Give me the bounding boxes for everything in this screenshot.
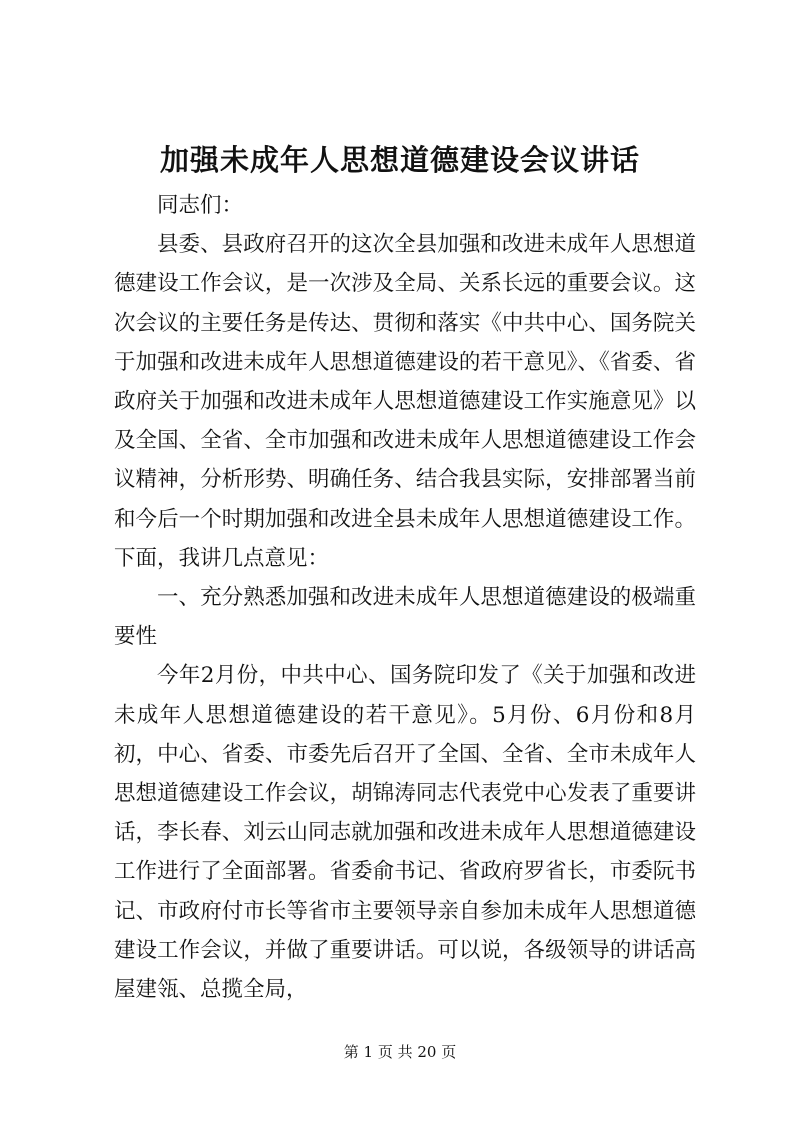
paragraph-section-1: 今年2月份，中共中心、国务院印发了《关于加强和改进未成年人思想道德建设的若干意见》。5月份、6月份和8月初，中心、省委、市委先后召开了全国、全省、全市未成年人思想道德建设工作会议，胡锦涛同志代表党中心发表了重要讲话，李长春、刘云山同志就加强和改进未成年人思想道德建设工作进行了全面部署。省委俞书记、省政府罗省长，市委阮书记、市政府付市长等省市主要领导亲自参加未成年人思想道德建设工作会议，并做了重要讲话。可以说，各级领导的讲话高屋建瓴、总揽全局， bbox=[114, 663, 696, 1003]
page-number-footer: 第 1 页 共 20 页 bbox=[343, 1043, 457, 1061]
paragraph-intro: 县委、县政府召开的这次全县加强和改进未成年人思想道德建设工作会议，是一次涉及全局、关系长远的重要会议。这次会议的主要任务是传达、贯彻和落实《中共中心、国务院关于加强和改进未成年人思想道德建设的若干意见》、《省委、省政府关于加强和改进未成年人思想道德建设工作实施意见》以及全国、全省、全市加强和改进未成年人思想道德建设工作会议精神，分析形势、明确任务、结合我县实际，安排部署当前和今后一个时期加强和改进全县未成年人思想道德建设工作。下面，我讲几点意见： bbox=[114, 232, 696, 571]
salutation: 同志们： bbox=[157, 193, 244, 218]
section-heading-1: 一、充分熟悉加强和改进未成年人思想道德建设的极端重要性 bbox=[114, 585, 696, 650]
document-body bbox=[114, 186, 696, 1009]
document-title: 加强未成年人思想道德建设会议讲话 bbox=[159, 143, 640, 177]
